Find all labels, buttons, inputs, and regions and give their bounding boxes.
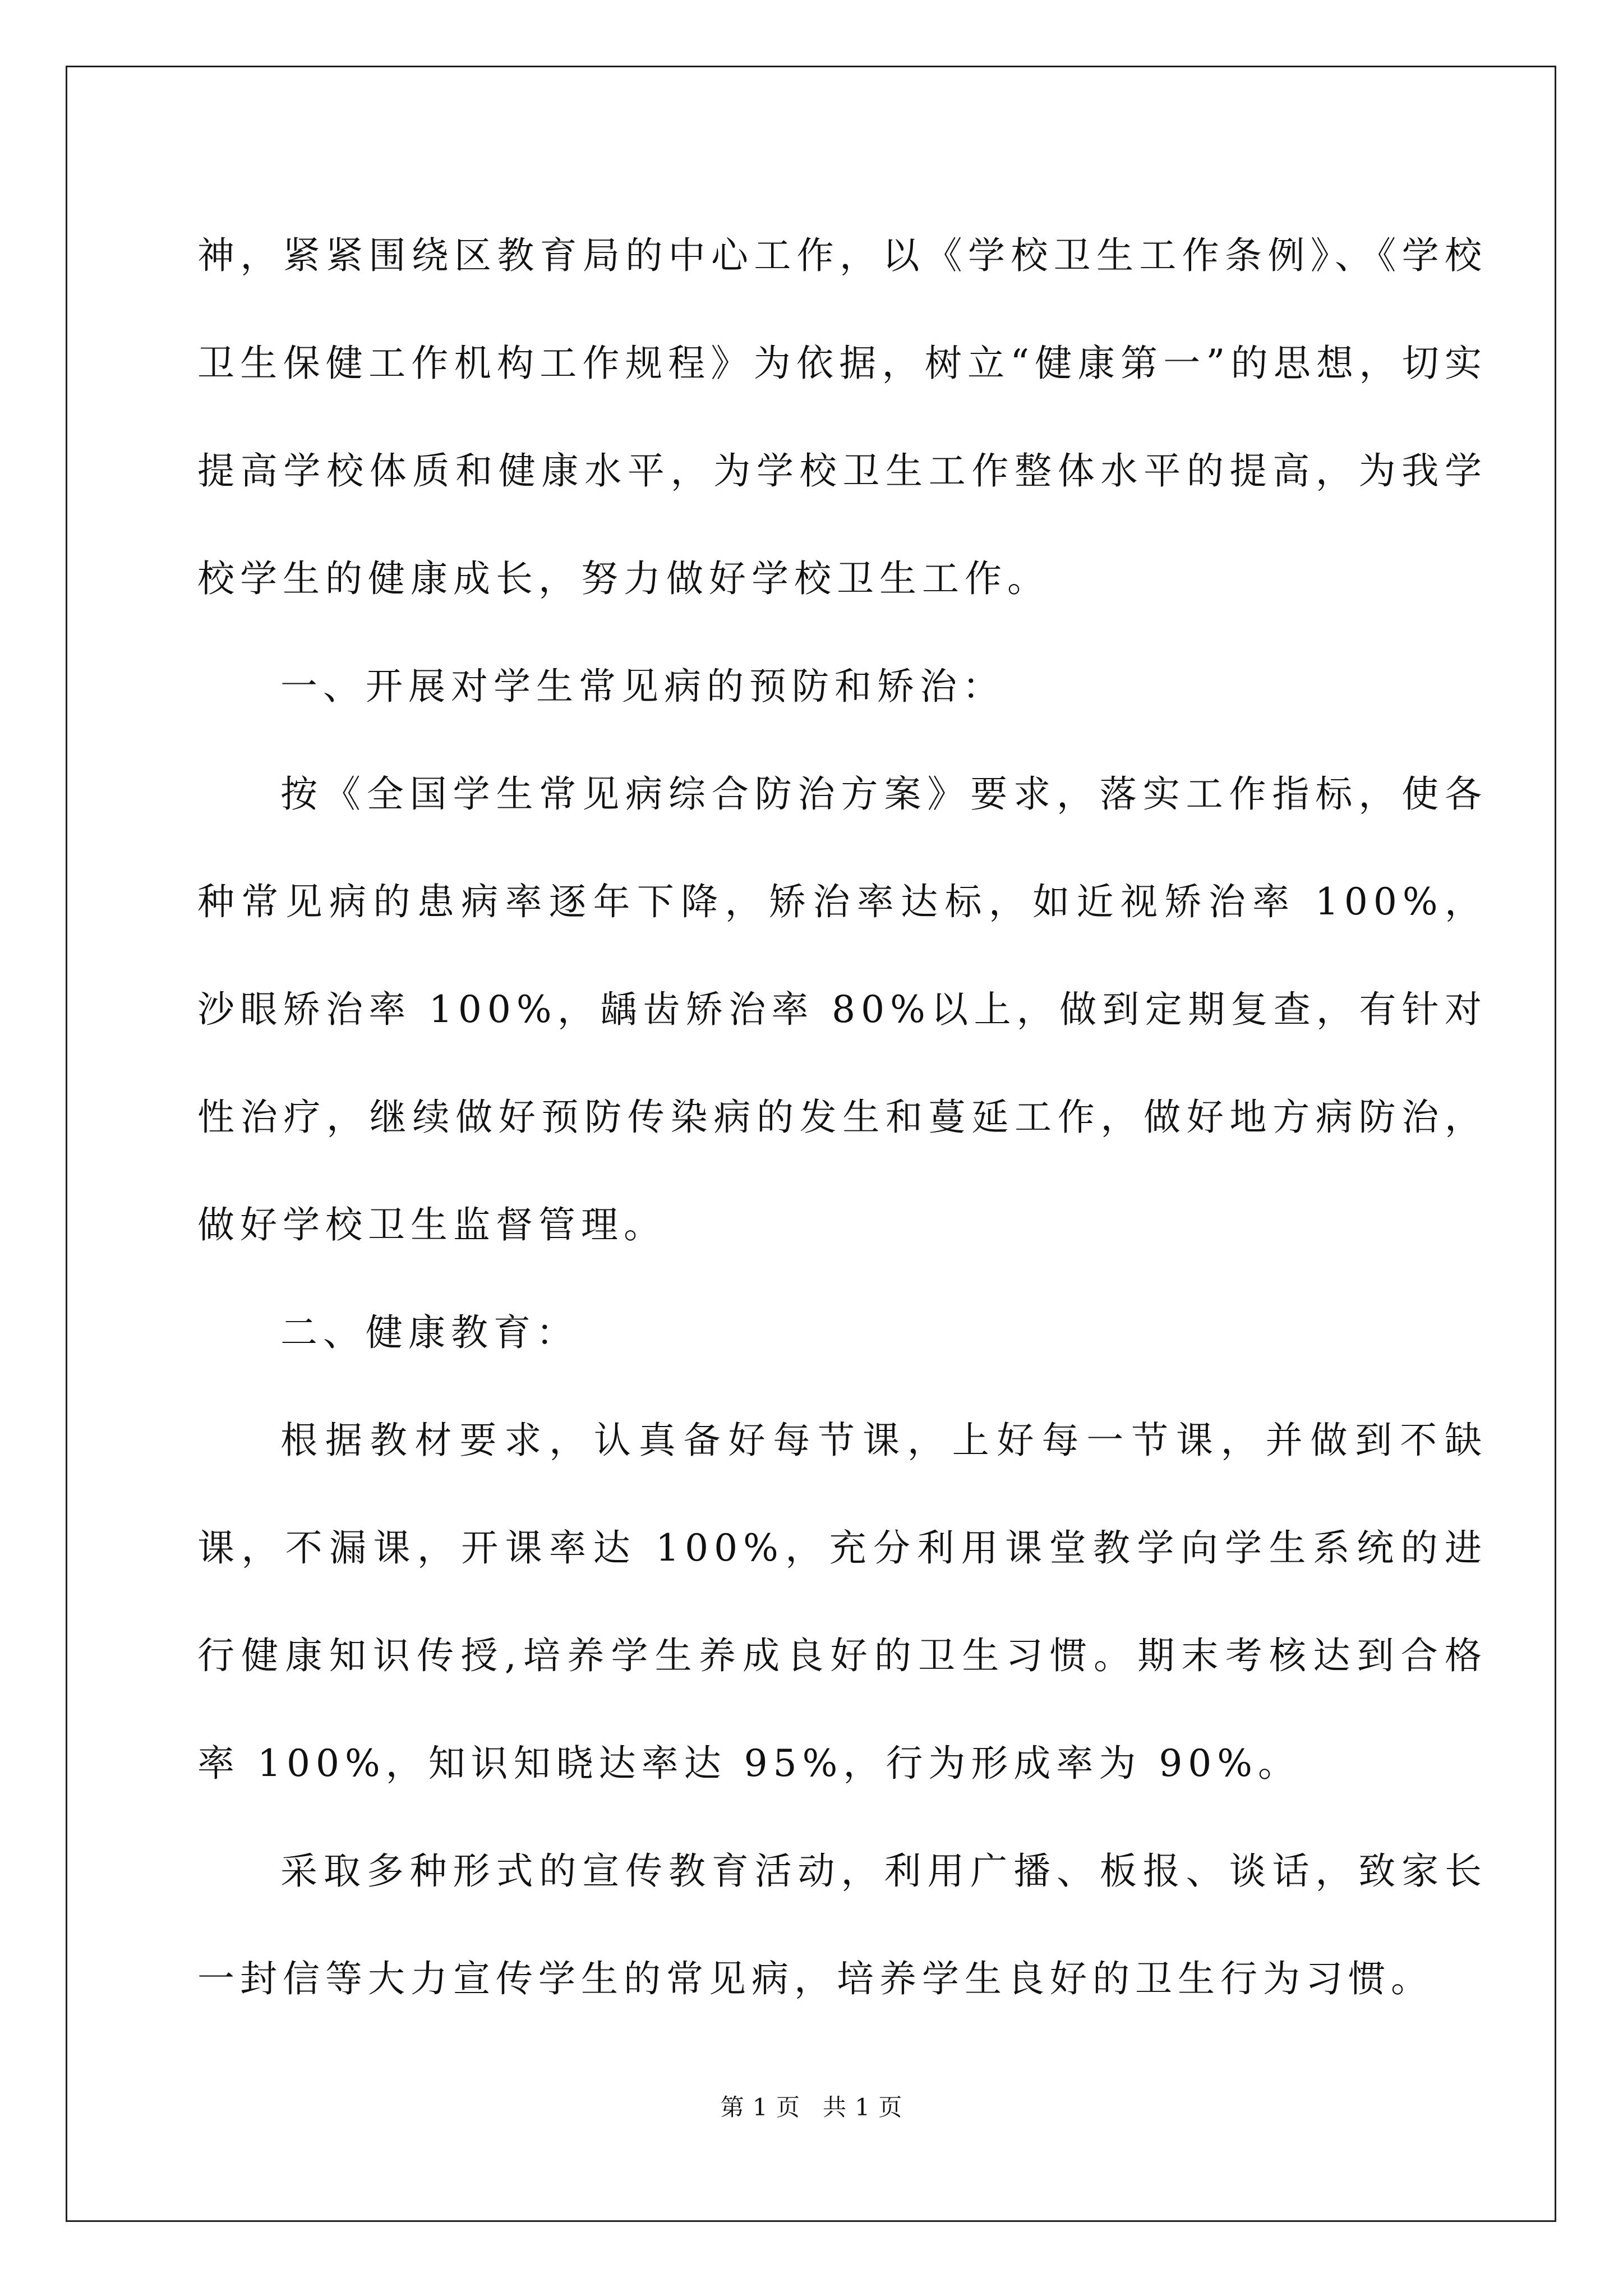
paragraph-health-education: 根据教材要求，认真备好每节课，上好每一节课，并做到不缺课，不漏课，开课率达 100%，充分利用课堂教学向学生系统的进行健康知识传授,培养学生养成良好的卫生习惯。期末考核达到合格率 100%，知识知晓达率达 95%，行为形成率为 90%。 — [197, 1419, 1487, 1785]
document-body — [197, 202, 1487, 2033]
page-number-total: 共 1 页 — [823, 2093, 903, 2121]
section-heading-2: 二、健康教育： — [280, 1311, 579, 1354]
paragraph-publicity: 采取多种形式的宣传教育活动，利用广播、板报、谈话，致家长一封信等大力宣传学生的常见病，培养学生良好的卫生行为习惯。 — [197, 1849, 1487, 2000]
section-heading-1: 一、开展对学生常见病的预防和矫治： — [280, 665, 1005, 708]
paragraph-continuation: 神，紧紧围绕区教育局的中心工作，以《学校卫生工作条例》、《学校卫生保健工作机构工作规程》为依据，树立“健康第一”的思想，切实提高学校体质和健康水平，为学校卫生工作整体水平的提高，为我学校学生的健康成长，努力做好学校卫生工作。 — [197, 234, 1487, 600]
page-number-current: 第 1 页 — [720, 2093, 800, 2121]
paragraph-common-diseases: 按《全国学生常见病综合防治方案》要求，落实工作指标，使各种常见病的患病率逐年下降，矫治率达标，如近视矫治率 100%，沙眼矫治率 100%，龋齿矫治率 80%以上，做到定期复查，有针对性治疗，继续做好预防传染病的发生和蔓延工作，做好地方病防治，做好学校卫生监督管理。 — [197, 772, 1487, 1246]
page-footer — [0, 2089, 1623, 2123]
